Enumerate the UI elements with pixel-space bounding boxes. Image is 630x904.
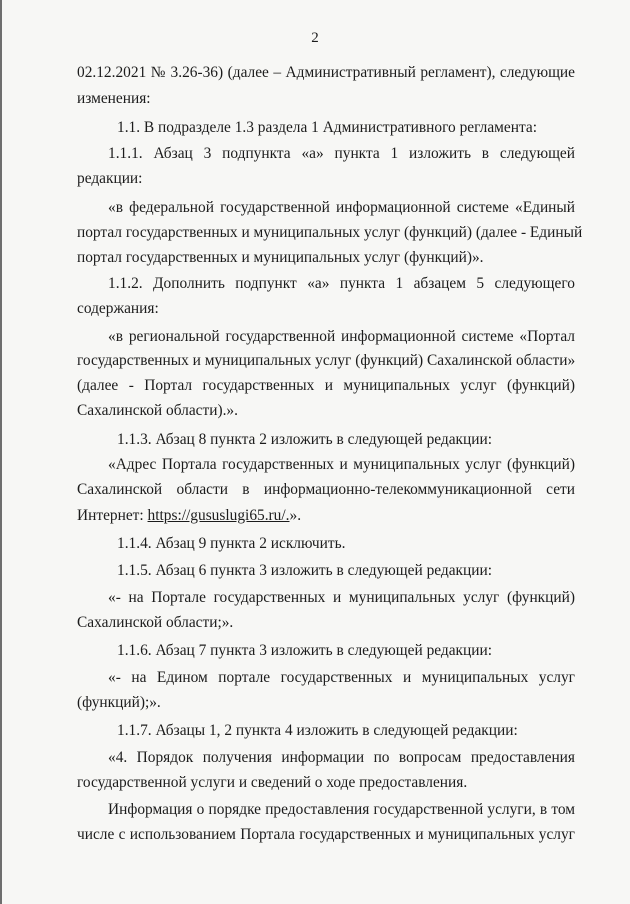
text-fragment: Интернет: [77, 507, 144, 524]
text-line [77, 507, 301, 525]
text-line: содержания: [77, 300, 159, 317]
text-line: 1.1.5. Абзац 6 пункта 3 изложить в следующей редакции: [117, 562, 493, 579]
text-line: «4. Порядок получения информации по вопросам предоставления [108, 749, 575, 766]
text-line: «Адрес Портала государственных и муниципальных услуг (функций) [108, 456, 575, 473]
text-line: 1.1.7. Абзацы 1, 2 пункта 4 изложить в следующей редакции: [117, 722, 518, 739]
text-line: Сахалинской области;». [77, 614, 234, 631]
page-number: 2 [311, 30, 319, 46]
text-line: 02.12.2021 № 3.26-36) (далее – Административный регламент), следующие [77, 64, 575, 81]
text-line: числе с использованием Портала государственных и муниципальных услуг [77, 826, 575, 843]
text-line: 1.1. В подразделе 1.3 раздела 1 Административного регламента: [117, 119, 537, 136]
text-line: Сахалинской области в информационно-телекоммуникационной сети [77, 481, 575, 498]
text-line: 1.1.2. Дополнить подпункт «а» пункта 1 абзацем 5 следующего [108, 275, 575, 292]
text-line: «в федеральной государственной информационной системе «Единый [108, 199, 575, 216]
scan-edge [0, 0, 2, 904]
text-line: «в региональной государственной информационной системе «Портал [108, 328, 575, 345]
text-line: 1.1.1. Абзац 3 подпункта «а» пункта 1 изложить в следующей [108, 145, 575, 162]
text-line: 1.1.4. Абзац 9 пункта 2 исключить. [117, 535, 346, 552]
text-line: 1.1.3. Абзац 8 пункта 2 изложить в следующей редакции: [117, 431, 493, 448]
text-line: портал государственных и муниципальных услуг (функций)». [77, 249, 484, 266]
text-line: (далее - Портал государственных и муниципальных услуг (функций) [77, 377, 575, 394]
portal-link[interactable]: https://gususlugi65.ru/. [147, 507, 290, 524]
text-line: государственных и муниципальных услуг (функций) Сахалинской области» [77, 352, 576, 369]
text-line: 1.1.6. Абзац 7 пункта 3 изложить в следующей редакции: [117, 642, 493, 659]
text-line: изменения: [77, 90, 151, 107]
text-line: редакции: [77, 170, 143, 187]
text-fragment: ». [289, 507, 302, 524]
text-line: (функций);». [77, 694, 161, 711]
text-line: «- на Портале государственных и муниципальных услуг (функций) [108, 589, 575, 606]
text-line: «- на Едином портале государственных и муниципальных услуг [108, 669, 575, 686]
text-line: Сахалинской области).». [77, 402, 238, 419]
text-line: государственной услуги и сведений о ходе предоставления. [77, 774, 468, 791]
text-line: портал государственных и муниципальных услуг (функций) (далее - Единый [77, 224, 583, 241]
text-line: Информация о порядке предоставления государственной услуги, в том [108, 801, 575, 818]
